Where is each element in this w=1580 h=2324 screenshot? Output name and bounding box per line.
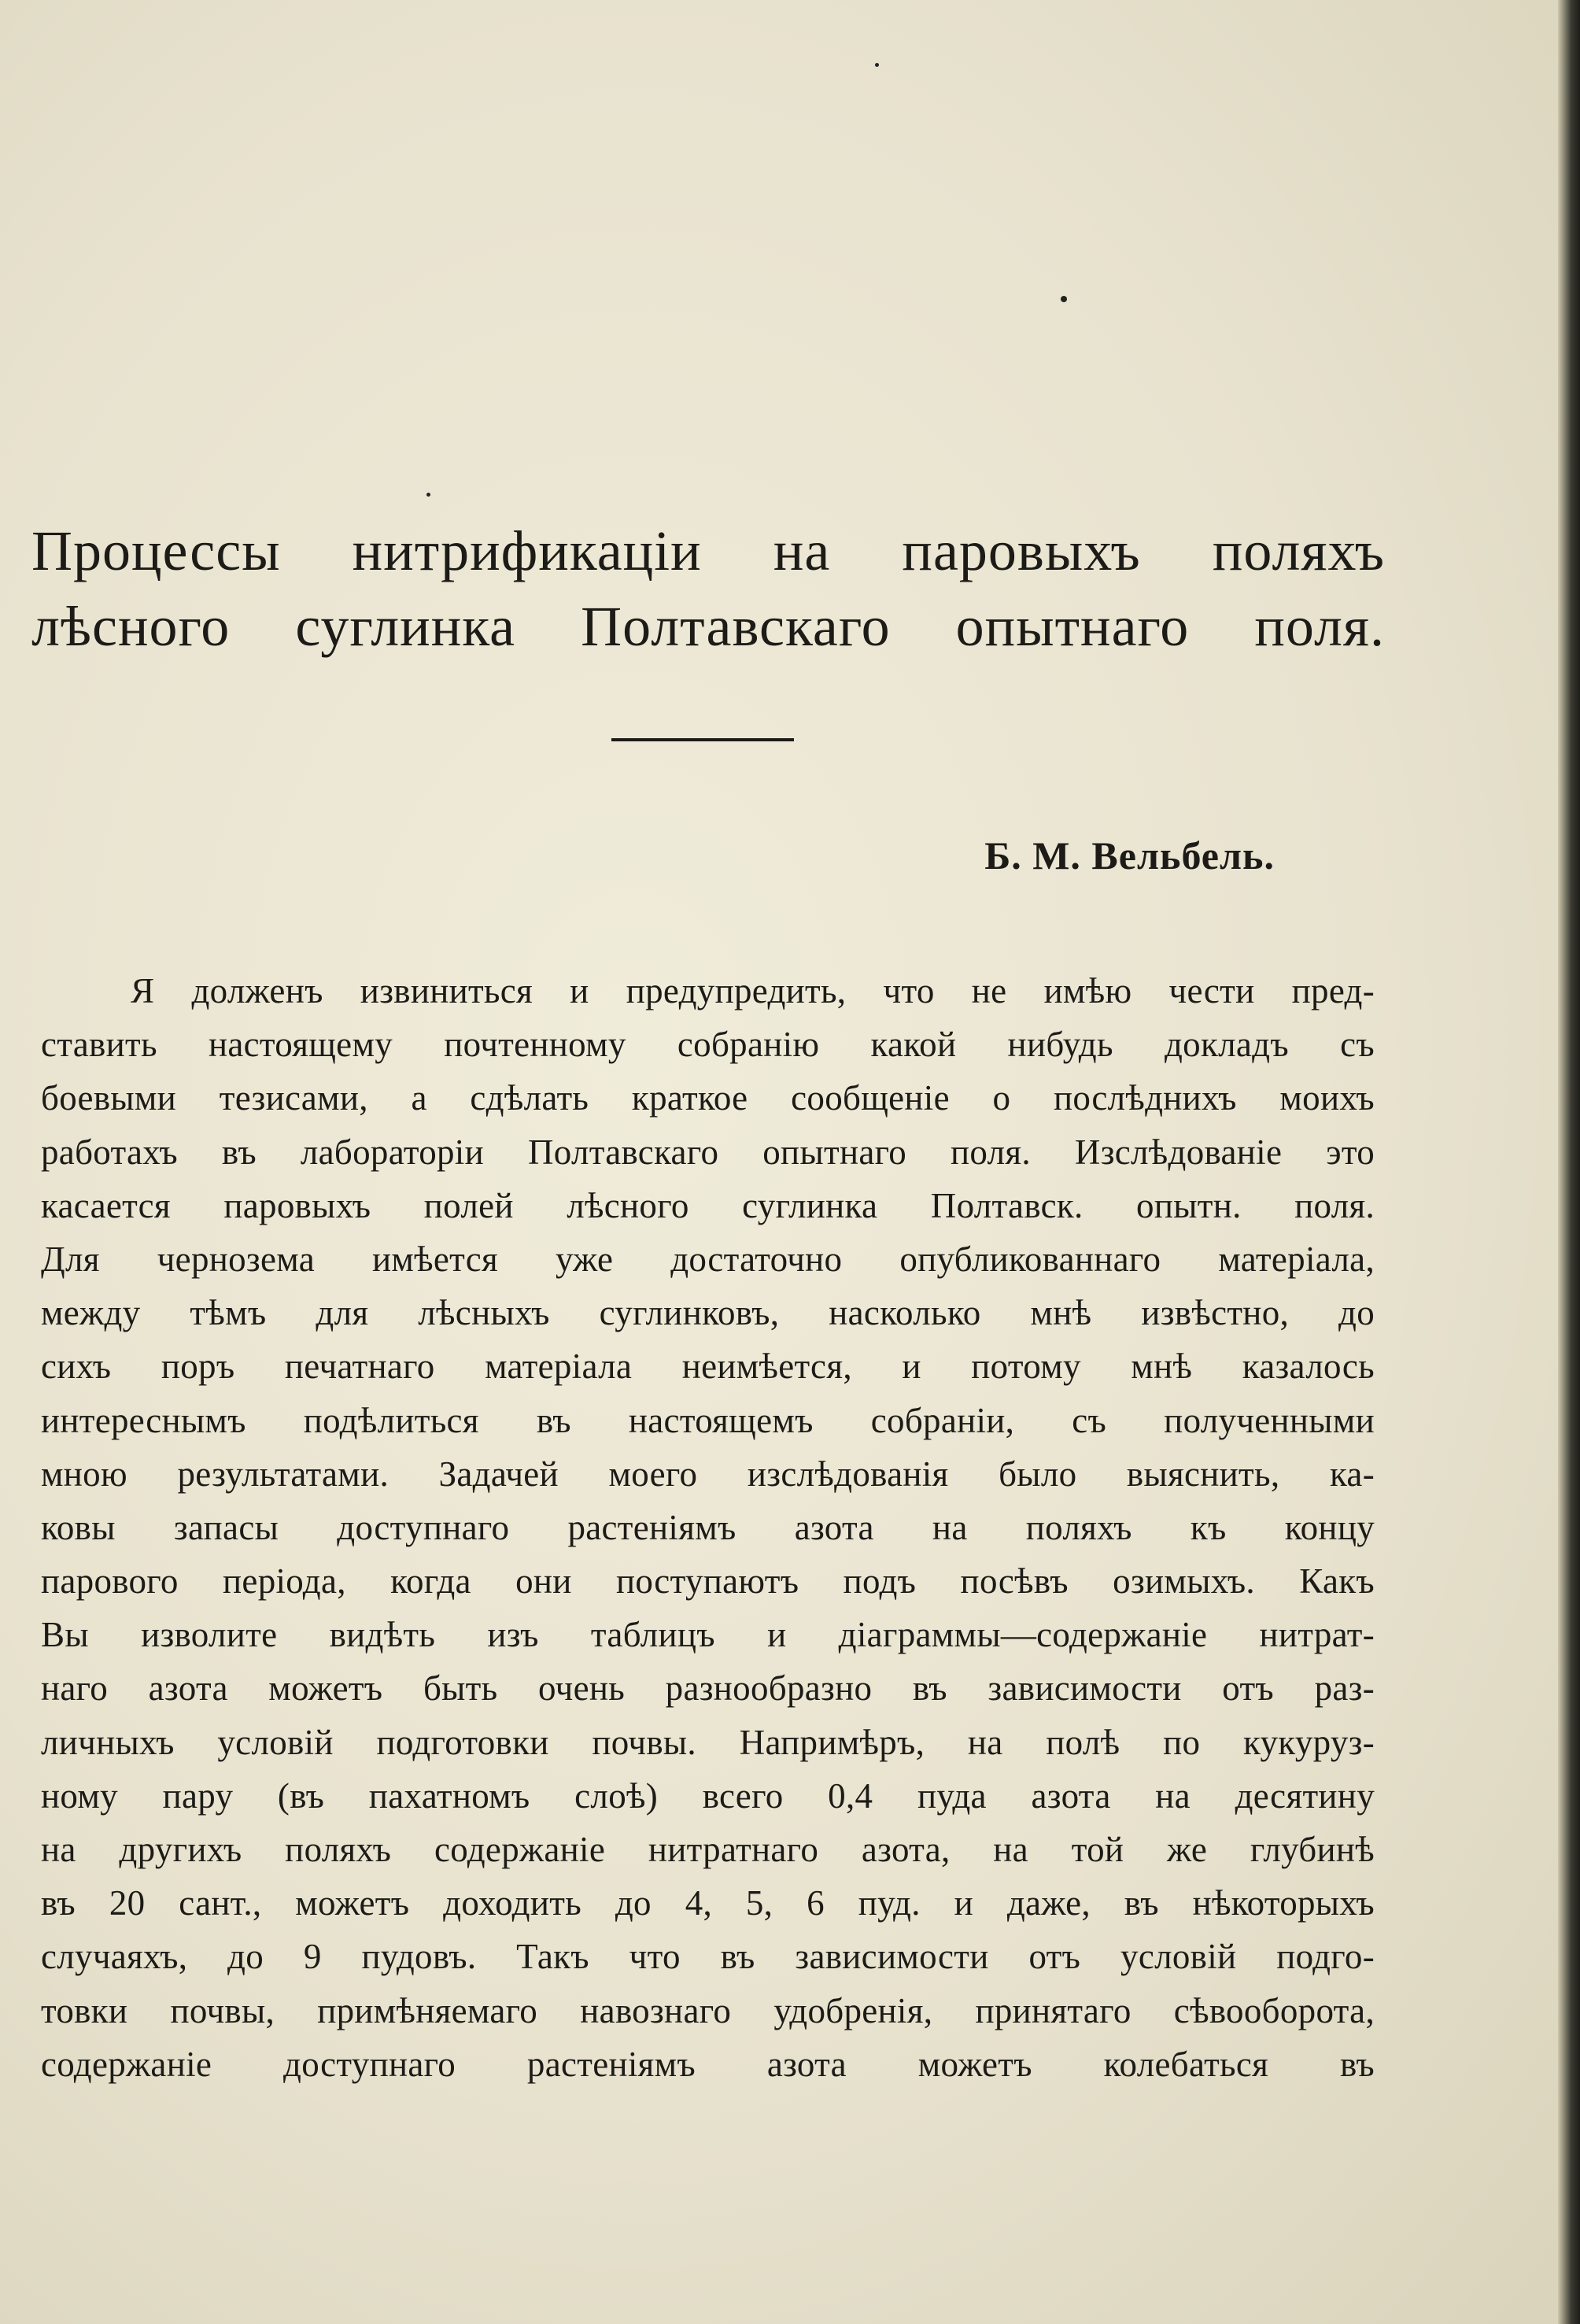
title-line-1: Процессы нитрификаціи на паровыхъ поляхъ: [31, 519, 1385, 582]
text-line: парового періода, когда они поступаютъ подъ посѣвъ озимыхъ. Какъ: [41, 1561, 1375, 1602]
text-line: ному пару (въ пахатномъ слоѣ) всего 0,4 пуда азота на десятину: [41, 1775, 1375, 1816]
text-line: боевыми тезисами, а сдѣлать краткое сообщеніе о послѣднихъ моихъ: [41, 1078, 1375, 1118]
text-line: товки почвы, примѣняемаго навознаго удобренія, принятаго сѣвооборота,: [41, 1990, 1375, 2030]
text-line: сихъ поръ печатнаго матеріала неимѣется, и потому мнѣ казалось: [41, 1347, 1375, 1387]
page-edge-shadow: [1558, 0, 1580, 2324]
text-line: на другихъ поляхъ содержаніе нитратнаго азота, на той же глубинѣ: [41, 1830, 1375, 1869]
ink-speck: [1061, 296, 1067, 302]
title-line-2: лѣсного суглинка Полтавскаго опытнаго поля.: [31, 595, 1385, 658]
text-line: интереснымъ подѣлиться въ настоящемъ собраніи, съ полученными: [41, 1400, 1375, 1440]
text-line: касается паровыхъ полей лѣсного суглинка Полтавск. опытн. поля.: [41, 1185, 1375, 1225]
text-line: работахъ въ лабораторіи Полтавскаго опытнаго поля. Изслѣдованіе это: [41, 1132, 1375, 1172]
author-name: Б. М. Вельбель.: [984, 833, 1275, 878]
text-line: въ 20 сант., можетъ доходить до 4, 5, 6 пуд. и даже, въ нѣкоторыхъ: [41, 1883, 1375, 1923]
text-line: мною результатами. Задачей моего изслѣдованія было выяснить, ка-: [41, 1454, 1375, 1494]
text-line: наго азота можетъ быть очень разнообразно въ зависимости отъ раз-: [41, 1668, 1375, 1709]
text-line: Вы изволите видѣть изъ таблицъ и діаграммы—содержаніе нитрат-: [41, 1615, 1375, 1655]
ink-speck: [875, 63, 879, 67]
text-line: Для чернозема имѣется уже достаточно опубликованнаго матеріала,: [41, 1239, 1375, 1279]
article-title: [31, 513, 1385, 664]
title-rule: [611, 738, 794, 741]
body-text: [41, 964, 1375, 2091]
text-line: между тѣмъ для лѣсныхъ суглинковъ, насколько мнѣ извѣстно, до: [41, 1293, 1375, 1333]
text-line: ковы запасы доступнаго растеніямъ азота на поляхъ къ концу: [41, 1507, 1375, 1547]
text-line: случаяхъ, до 9 пудовъ. Такъ что въ зависимости отъ условій подго-: [41, 1937, 1375, 1977]
text-line: содержаніе доступнаго растеніямъ азота можетъ колебаться въ: [41, 2044, 1375, 2084]
text-line: Я долженъ извиниться и предупредить, что не имѣю чести пред-: [131, 971, 1375, 1011]
ink-speck: [426, 493, 430, 497]
text-line: личныхъ условій подготовки почвы. Напримѣръ, на полѣ по кукуруз-: [41, 1722, 1375, 1762]
text-line: ставить настоящему почтенному собранію какой нибудь докладъ съ: [41, 1025, 1375, 1065]
